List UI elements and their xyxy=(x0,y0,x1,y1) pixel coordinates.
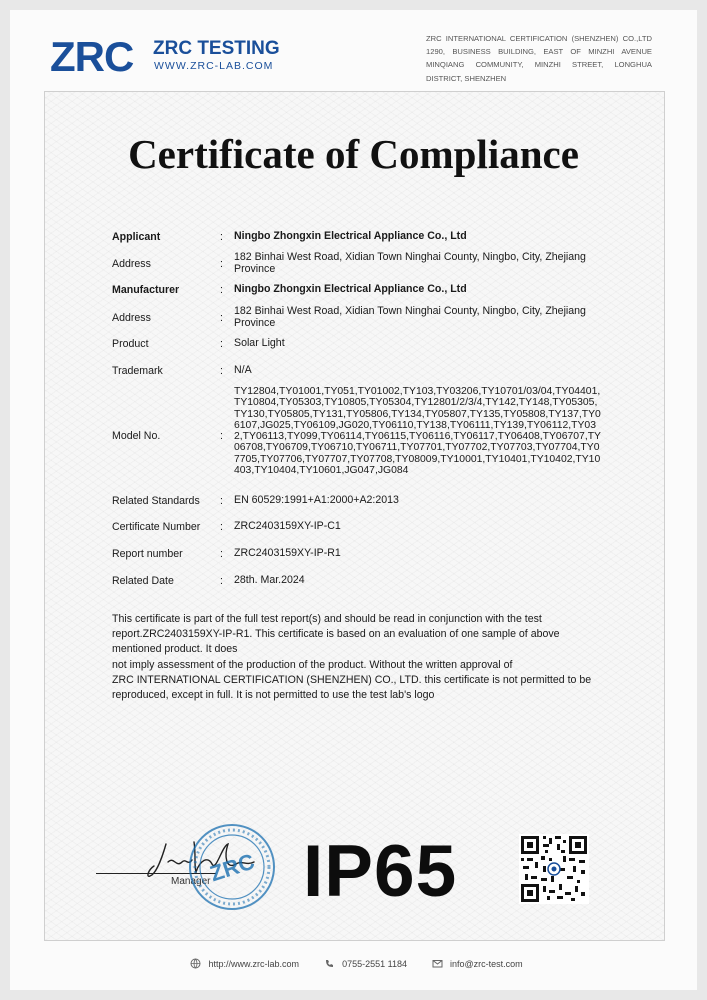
statement-line: reproduced, except in full. It is not permitted to use the test lab's logo xyxy=(112,689,435,702)
brand-website: WWW.ZRC-LAB.COM xyxy=(154,60,274,72)
field-label: Trademark xyxy=(112,365,163,377)
field-colon: : xyxy=(220,495,223,507)
field-label: Related Standards xyxy=(112,495,200,507)
field-value: TY12804,TY01001,TY051,TY01002,TY103,TY03206,TY10701/03/04,TY04401,TY10804,TY05303,TY10805,TY05304,TY12801/2/3/4,TY142,TY148,TY05305,TY130,TY05805,TY131,TY05806,TY134,TY05807,TY135,TY05808,TY137,TY06107,JG025,TY06109,JG020,TY06110,TY138,TY06111,TY139,TY06112,TY032,TY06113,TY099,TY06114,TY06115,TY06116,TY06117,TY06408,TY06707,TY06708,TY06709,TY06710,TY06711,TY07701,TY07702,TY07703,TY07704,TY07705,TY07706,TY07707,TY07708,TY08009,TY10001,TY10401,TY10402,TY10403,TY10404,TY10601,JG047,JG084 xyxy=(234,386,601,477)
field-value: 28th. Mar.2024 xyxy=(234,574,305,586)
globe-icon xyxy=(190,958,201,969)
footer-phone: 0755-2551 1184 xyxy=(342,958,407,969)
field-label: Certificate Number xyxy=(112,521,201,533)
statement-line: report.ZRC2403159XY-IP-R1. This certificate is based on an evaluation of one sample of above xyxy=(112,628,560,641)
statement-line: ZRC INTERNATIONAL CERTIFICATION (SHENZHEN) CO., LTD. this certificate is not permitted to be xyxy=(112,673,592,686)
field-value: Ningbo Zhongxin Electrical Appliance Co., Ltd xyxy=(234,230,467,242)
field-colon: : xyxy=(220,521,223,533)
field-value: ZRC2403159XY-IP-C1 xyxy=(234,520,341,532)
field-label: Report number xyxy=(112,548,183,560)
field-value: 182 Binhai West Road, Xidian Town Ninghai County, Ningbo, City, Zhejiang Province xyxy=(234,251,586,275)
field-value: Solar Light xyxy=(234,337,285,349)
guilloche-frame xyxy=(44,91,665,941)
certificate-title: Certificate of Compliance xyxy=(128,131,579,177)
field-colon: : xyxy=(220,312,223,324)
manager-title: Manager xyxy=(171,876,211,887)
statement-line: This certificate is part of the full test report(s) and should be read in conjunction with the test xyxy=(112,613,542,625)
statement-line: not imply assessment of the production of the product. Without the written approval of xyxy=(112,658,513,671)
field-colon: : xyxy=(220,548,223,560)
field-value: N/A xyxy=(234,364,252,376)
field-label: Manufacturer xyxy=(112,284,180,296)
field-colon: : xyxy=(220,430,223,442)
statement-line: mentioned product. It does xyxy=(112,643,238,656)
field-colon: : xyxy=(220,365,223,377)
field-colon: : xyxy=(220,231,223,243)
field-value: EN 60529:1991+A1:2000+A2:2013 xyxy=(234,494,399,506)
field-colon: : xyxy=(220,284,223,296)
zrc-seal-stamp xyxy=(187,822,277,912)
field-label: Address xyxy=(112,312,151,324)
field-label: Product xyxy=(112,338,149,350)
company-address: ZRC INTERNATIONAL CERTIFICATION (SHENZHEN) CO.,LTD 1290, BUSINESS BUILDING, EAST OF MINZHI AVENUE MINQIANG COMMUNITY, MINZHI STREET, LONGHUA DISTRICT, SHENZHEN xyxy=(426,34,652,83)
field-colon: : xyxy=(220,338,223,350)
field-value: Ningbo Zhongxin Electrical Appliance Co., Ltd xyxy=(234,283,467,295)
qr-code xyxy=(519,834,589,904)
field-colon: : xyxy=(220,258,223,270)
footer-website[interactable]: http://www.zrc-lab.com xyxy=(208,958,300,969)
field-colon: : xyxy=(220,575,223,587)
ip-rating: IP65 xyxy=(303,831,458,912)
seal-text: ZRC xyxy=(206,848,258,887)
field-label: Model No. xyxy=(112,430,161,442)
footer-contacts xyxy=(190,958,523,969)
mail-icon xyxy=(432,958,443,969)
footer-email[interactable]: info@zrc-test.com xyxy=(450,958,523,969)
field-value: ZRC2403159XY-IP-R1 xyxy=(234,547,341,559)
field-label: Related Date xyxy=(112,575,174,587)
phone-icon xyxy=(324,958,335,969)
brand-name: ZRC TESTING xyxy=(153,38,280,59)
field-label: Applicant xyxy=(112,231,161,243)
field-label: Address xyxy=(112,258,151,270)
field-value: 182 Binhai West Road, Xidian Town Ninghai County, Ningbo, City, Zhejiang Province xyxy=(234,305,586,329)
logo-mark: ZRC xyxy=(50,33,134,80)
certificate-statement xyxy=(112,612,602,703)
